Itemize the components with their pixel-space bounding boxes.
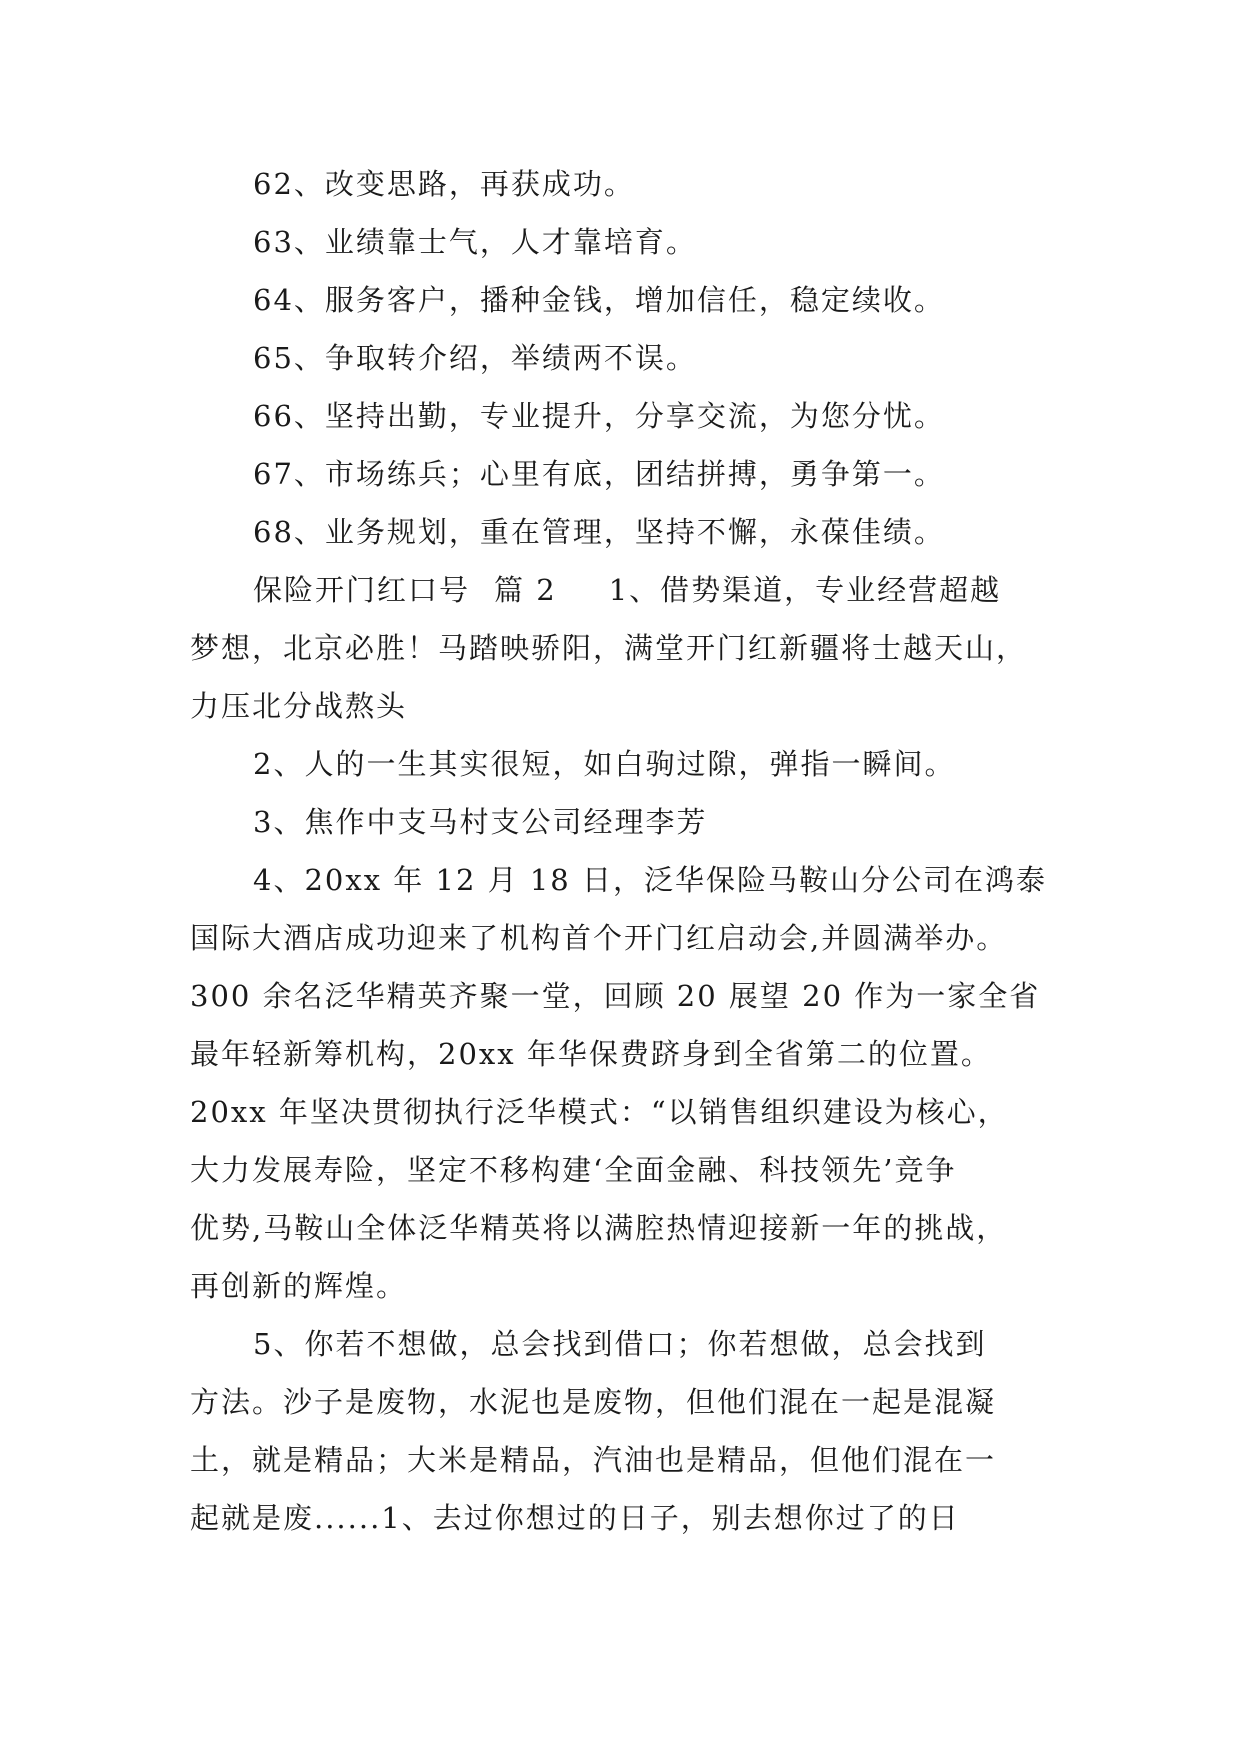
list-item: 3、焦作中支马村支公司经理李芳 bbox=[253, 805, 708, 839]
section-heading-line bbox=[190, 561, 1052, 619]
list-item: 2、人的一生其实很短，如白驹过隙，弹指一瞬间。 bbox=[253, 747, 956, 781]
paragraph-line: 梦想，北京必胜！马踏映骄阳，满堂开门红新疆将士越天山， bbox=[190, 631, 1028, 665]
list-item: 66、坚持出勤，专业提升，分享交流，为您分忧。 bbox=[253, 399, 945, 433]
document-page bbox=[190, 155, 1052, 1547]
list-item: 62、改变思路，再获成功。 bbox=[253, 167, 635, 201]
paragraph-line: 优势,马鞍山全体泛华精英将以满腔热情迎接新一年的挑战， bbox=[190, 1211, 1008, 1245]
paragraph-line: 大力发展寿险，坚定不移构建‘全面金融、科技领先’竞争 bbox=[190, 1153, 957, 1187]
paragraph-line: 再创新的辉煌。 bbox=[190, 1269, 408, 1303]
paragraph-line: 力压北分战熬头 bbox=[190, 689, 408, 723]
list-item: 65、争取转介绍，举绩两不误。 bbox=[253, 341, 697, 375]
paragraph-line: 最年轻新筹机构，20xx 年华保费跻身到全省第二的位置。 bbox=[190, 1037, 992, 1071]
section-first-item: 1、借势渠道，专业经营超越 bbox=[608, 573, 1002, 607]
paragraph-line: 起就是废......1、去过你想过的日子，别去想你过了的日 bbox=[190, 1501, 960, 1535]
list-item: 64、服务客户，播种金钱，增加信任，稳定续收。 bbox=[253, 283, 945, 317]
paragraph-line: 4、20xx 年 12 月 18 日，泛华保险马鞍山分公司在鸿泰 bbox=[253, 863, 1047, 897]
paragraph-line: 300 余名泛华精英齐聚一堂，回顾 20 展望 20 作为一家全省 bbox=[190, 979, 1041, 1013]
list-item: 67、市场练兵；心里有底，团结拼搏，勇争第一。 bbox=[253, 457, 945, 491]
list-item: 68、业务规划，重在管理，坚持不懈，永葆佳绩。 bbox=[253, 515, 945, 549]
paragraph-line: 国际大酒店成功迎来了机构首个开门红启动会,并圆满举办。 bbox=[190, 921, 1008, 955]
paragraph-line: 方法。沙子是废物，水泥也是废物，但他们混在一起是混凝 bbox=[190, 1385, 997, 1419]
section-title: 保险开门红口号 bbox=[253, 573, 471, 607]
paragraph-line: 土，就是精品；大米是精品，汽油也是精品，但他们混在一 bbox=[190, 1443, 997, 1477]
paragraph-line: 5、你若不想做，总会找到借口；你若想做，总会找到 bbox=[253, 1327, 987, 1361]
section-part-label: 篇 2 bbox=[494, 573, 557, 607]
paragraph-line: 20xx 年坚决贯彻执行泛华模式：“以销售组织建设为核心， bbox=[190, 1095, 1009, 1129]
list-item: 63、业绩靠士气，人才靠培育。 bbox=[253, 225, 697, 259]
